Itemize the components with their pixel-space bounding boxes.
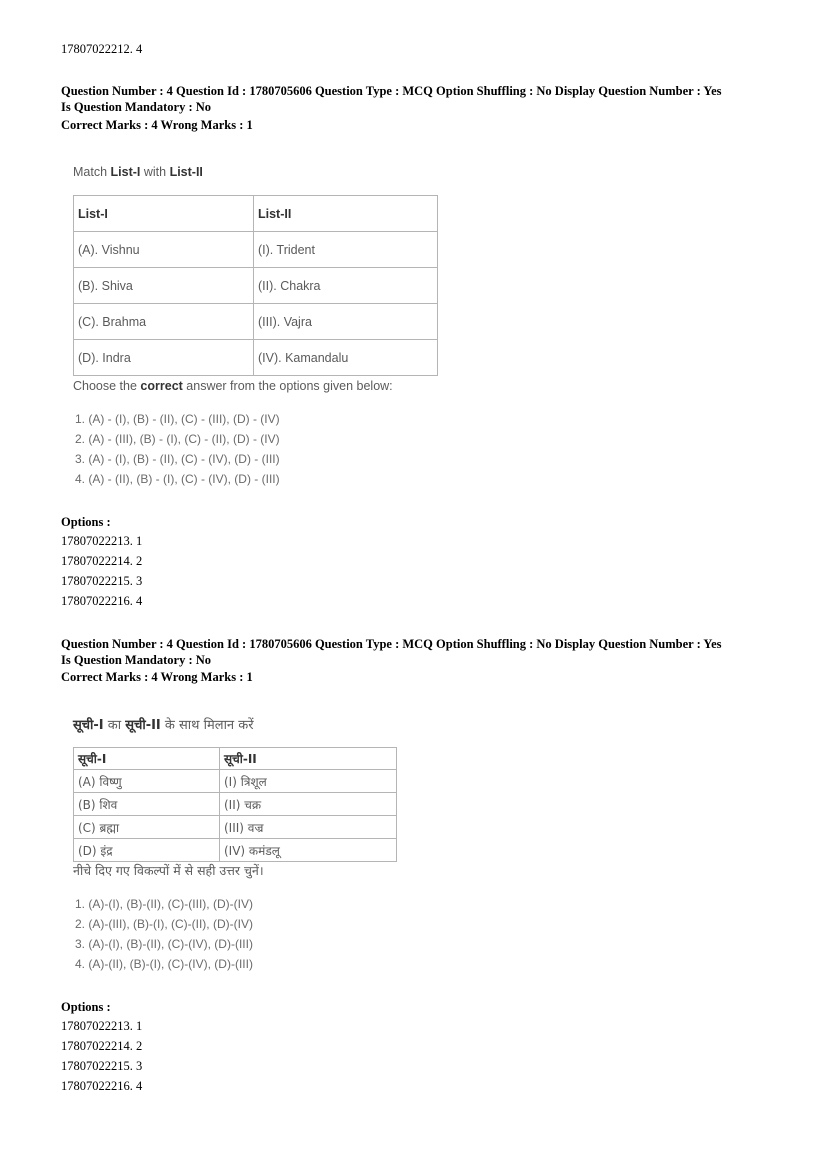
- question-mandatory-line: Is Question Mandatory : No: [61, 100, 212, 114]
- table-header-list2: सूची-II: [220, 748, 397, 770]
- table-cell: (III) वज्र: [220, 816, 397, 839]
- table-cell: (IV) कमंडलू: [220, 839, 397, 862]
- options-label: Options :: [61, 1000, 111, 1014]
- previous-option-line: 17807022212. 4: [61, 42, 143, 56]
- choose-instruction: Choose the correct answer from the options given below:: [73, 379, 393, 393]
- match-heading-hindi: सूची-I का सूची-II के साथ मिलान करें: [73, 718, 254, 733]
- match-table-hindi: [73, 747, 397, 862]
- table-header-list1: List-I: [74, 196, 254, 232]
- option-item: 17807022213. 1: [61, 1019, 143, 1033]
- table-cell: (B) शिव: [74, 793, 220, 816]
- match-table: [73, 195, 438, 376]
- table-cell: (IV). Kamandalu: [254, 340, 438, 376]
- answer-choice: 2. (A) - (III), (B) - (I), (C) - (II), (D) - (IV): [75, 432, 280, 446]
- option-item: 17807022216. 4: [61, 1079, 143, 1093]
- table-cell: (I). Trident: [254, 232, 438, 268]
- answer-choice: 4. (A) - (II), (B) - (I), (C) - (IV), (D) - (III): [75, 472, 280, 486]
- question-meta-line: Question Number : 4 Question Id : 1780705606 Question Type : MCQ Option Shuffling : No Display Question Number : Yes: [61, 637, 722, 651]
- table-cell: (D) इंद्र: [74, 839, 220, 862]
- match-heading: Match List-I with List-II: [73, 165, 203, 179]
- answer-choice: 3. (A) - (I), (B) - (II), (C) - (IV), (D) - (III): [75, 452, 280, 466]
- option-item: 17807022214. 2: [61, 554, 143, 568]
- option-item: 17807022215. 3: [61, 1059, 143, 1073]
- table-cell: (II). Chakra: [254, 268, 438, 304]
- table-cell: (C) ब्रह्मा: [74, 816, 220, 839]
- table-header-list2: List-II: [254, 196, 438, 232]
- table-cell: (A). Vishnu: [74, 232, 254, 268]
- question-marks-line: Correct Marks : 4 Wrong Marks : 1: [61, 670, 253, 684]
- question-marks-line: Correct Marks : 4 Wrong Marks : 1: [61, 118, 253, 132]
- question-meta-line: Question Number : 4 Question Id : 1780705606 Question Type : MCQ Option Shuffling : No Display Question Number : Yes: [61, 84, 722, 98]
- answer-choice: 1. (A) - (I), (B) - (II), (C) - (III), (D) - (IV): [75, 412, 280, 426]
- option-item: 17807022213. 1: [61, 534, 143, 548]
- table-cell: (C). Brahma: [74, 304, 254, 340]
- option-item: 17807022216. 4: [61, 594, 143, 608]
- answer-choice: 1. (A)-(I), (B)-(II), (C)-(III), (D)-(IV): [75, 897, 253, 911]
- table-header-list1: सूची-I: [74, 748, 220, 770]
- answer-choice: 4. (A)-(II), (B)-(I), (C)-(IV), (D)-(III): [75, 957, 253, 971]
- option-item: 17807022214. 2: [61, 1039, 143, 1053]
- table-cell: (A) विष्णु: [74, 770, 220, 793]
- option-item: 17807022215. 3: [61, 574, 143, 588]
- options-label: Options :: [61, 515, 111, 529]
- table-cell: (D). Indra: [74, 340, 254, 376]
- question-mandatory-line: Is Question Mandatory : No: [61, 653, 212, 667]
- answer-choice: 2. (A)-(III), (B)-(I), (C)-(II), (D)-(IV): [75, 917, 253, 931]
- table-cell: (III). Vajra: [254, 304, 438, 340]
- answer-choice: 3. (A)-(I), (B)-(II), (C)-(IV), (D)-(III): [75, 937, 253, 951]
- table-cell: (I) त्रिशूल: [220, 770, 397, 793]
- table-cell: (II) चक्र: [220, 793, 397, 816]
- choose-instruction-hindi: नीचे दिए गए विकल्पों में से सही उत्तर चुनें।: [73, 863, 264, 878]
- table-cell: (B). Shiva: [74, 268, 254, 304]
